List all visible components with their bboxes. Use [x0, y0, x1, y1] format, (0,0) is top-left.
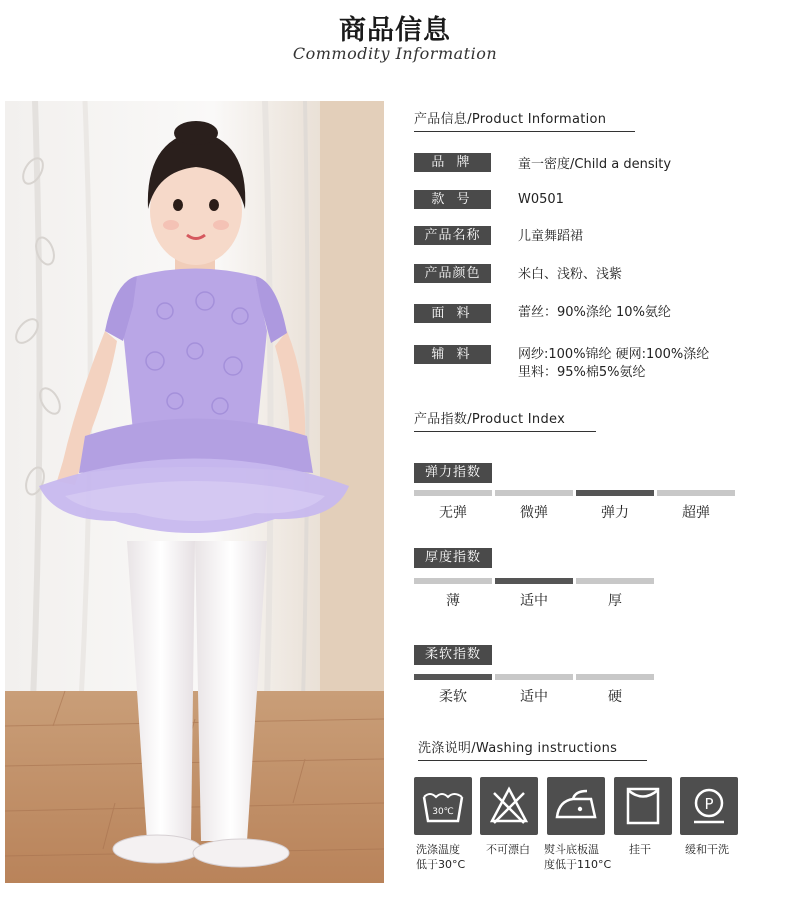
thickness-scale-segment	[414, 578, 492, 584]
spec-label-name: 产品名称	[414, 226, 491, 245]
softness-scale-segment	[576, 674, 654, 680]
spec-label-model: 款 号	[414, 190, 491, 209]
softness-scale-segment	[495, 674, 573, 680]
thickness-scale-segment	[576, 578, 654, 584]
thickness-option-selected: 适中	[520, 593, 548, 609]
spec-label-fabric: 面 料	[414, 304, 491, 323]
iron-line1: 熨斗底板温	[544, 843, 599, 856]
dry-clean-text	[685, 842, 729, 857]
spec-value-model: W0501	[518, 192, 564, 207]
no-bleach-text	[486, 842, 530, 857]
elasticity-option: 微弹	[520, 505, 548, 521]
softness-option: 适中	[520, 689, 548, 705]
elasticity-scale-segment	[414, 490, 492, 496]
elasticity-option: 无弹	[439, 505, 467, 521]
hang-dry-text	[629, 842, 651, 857]
hang-dry-line1: 挂干	[629, 843, 651, 856]
thickness-option: 厚	[608, 593, 622, 609]
softness-scale-segment-selected	[414, 674, 492, 680]
wash-30c-icon	[414, 777, 472, 835]
product-photo	[5, 101, 384, 883]
spec-value-accessory-lining: 里料：95%棉5%氨纶	[518, 365, 646, 380]
spec-label-brand: 品 牌	[414, 153, 491, 172]
wash-temperature-symbol: 30℃	[432, 807, 454, 817]
spec-label-accessory: 辅 料	[414, 345, 491, 364]
softness-index-label: 柔软指数	[414, 645, 492, 665]
spec-value-accessory: 网纱:100%锦纶 硬网:100%涤纶	[518, 347, 710, 362]
page-title: 商品信息	[339, 15, 451, 46]
thickness-option: 薄	[446, 593, 460, 609]
wash-temperature-line2: 低于30°C	[416, 858, 466, 871]
dry-clean-symbol: P	[704, 795, 714, 813]
gentle-dry-clean-icon	[680, 777, 738, 835]
spec-value-fabric: 蕾丝：90%涤纶 10%氨纶	[518, 305, 671, 320]
elasticity-scale-segment-selected	[576, 490, 654, 496]
spec-value-name: 儿童舞蹈裙	[518, 229, 584, 244]
washing-heading: 洗涤说明/Washing instructions	[418, 737, 647, 761]
spec-value-color: 米白、浅粉、浅紫	[518, 267, 623, 282]
product-info-heading: 产品信息/Product Information	[414, 108, 635, 132]
iron-text	[544, 842, 611, 872]
elasticity-option-selected: 弹力	[601, 505, 629, 521]
thickness-index-label: 厚度指数	[414, 548, 492, 568]
spec-value-brand: 童一密度/Child a density	[518, 157, 672, 172]
elasticity-index-label: 弹力指数	[414, 463, 492, 483]
elasticity-scale-segment	[657, 490, 735, 496]
iron-line2: 度低于110°C	[544, 858, 612, 871]
dry-clean-line1: 缓和干洗	[685, 843, 729, 856]
elasticity-option: 超弹	[682, 505, 710, 521]
no-bleach-icon	[480, 777, 538, 835]
no-bleach-line1: 不可漂白	[486, 843, 530, 856]
page-subtitle: Commodity Information	[292, 44, 498, 63]
iron-low-icon	[547, 777, 605, 835]
hang-dry-icon	[614, 777, 672, 835]
spec-label-color: 产品颜色	[414, 264, 491, 283]
softness-option: 硬	[608, 689, 622, 705]
thickness-scale-segment-selected	[495, 578, 573, 584]
product-index-heading: 产品指数/Product Index	[414, 408, 596, 432]
softness-option-selected: 柔软	[439, 689, 467, 705]
wash-temperature-text	[416, 842, 465, 872]
elasticity-scale-segment	[495, 490, 573, 496]
wash-temperature-line1: 洗涤温度	[416, 843, 460, 856]
